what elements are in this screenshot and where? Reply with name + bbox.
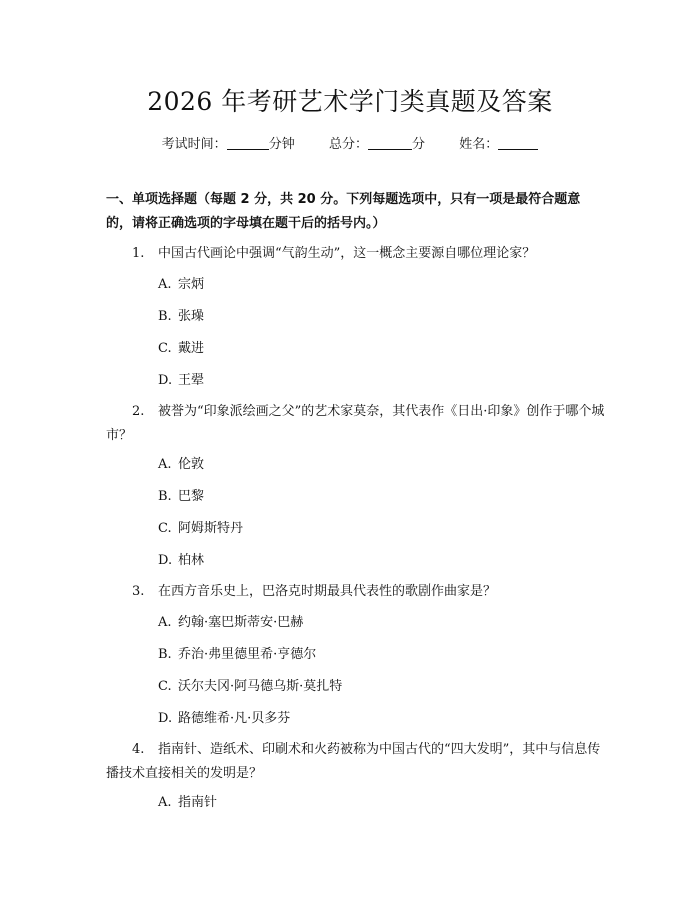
option-text: 宗炳 [178,277,205,292]
option-3c[interactable] [158,678,342,696]
option-letter: A. [158,277,172,292]
option-letter: B. [158,309,172,324]
option-1d[interactable] [158,372,204,390]
name-blank[interactable] [498,136,538,150]
option-letter: B. [158,647,172,662]
question-text: 在西方音乐史上，巴洛克时期最具代表性的歌剧作曲家是？ [158,584,497,599]
exam-meta [0,133,700,152]
time-blank[interactable] [227,136,269,150]
question-2 [106,400,606,448]
option-letter: C. [158,341,172,356]
option-2b[interactable] [158,488,204,506]
section-heading: 一、单项选择题（每题 2 分，共 20 分。下列每题选项中，只有一项是最符合题意的，请将正确选项的字母填在题干后的括号内。） [106,192,581,231]
option-text: 沃尔夫冈·阿马德乌斯·莫扎特 [178,679,343,694]
question-text: 指南针、造纸术、印刷术和火药被称为中国古代的“四大发明”，其中与信息传播技术直接相关的发明是？ [106,742,601,781]
option-text: 伦敦 [178,457,205,472]
question-3 [106,580,606,604]
score-blank[interactable] [368,136,412,150]
option-text: 乔治·弗里德里希·亨德尔 [178,647,317,662]
option-letter: D. [158,711,173,726]
option-1a[interactable] [158,276,204,294]
option-letter: A. [158,457,172,472]
option-text: 路德维希·凡·贝多芬 [178,711,291,726]
option-text: 指南针 [178,795,218,810]
option-letter: C. [158,679,172,694]
option-1b[interactable] [158,308,204,326]
time-label: 考试时间： [161,137,227,152]
option-letter: D. [158,553,173,568]
question-text: 被誉为“印象派绘画之父”的艺术家莫奈，其代表作《日出·印象》创作于哪个城市？ [106,404,605,443]
option-text: 阿姆斯特丹 [178,521,244,536]
option-text: 王翚 [178,373,205,388]
option-text: 张璪 [178,309,205,324]
score-label: 总分： [328,137,368,152]
question-number: 4. [132,742,145,757]
option-3b[interactable] [158,646,316,664]
option-text: 柏林 [178,553,205,568]
option-letter: A. [158,615,172,630]
question-1 [106,242,606,266]
time-unit: 分钟 [268,137,295,152]
option-2a[interactable] [158,456,204,474]
option-text: 巴黎 [178,489,205,504]
option-3a[interactable] [158,614,303,632]
score-unit: 分 [412,137,426,152]
name-label: 姓名： [459,137,499,152]
option-text: 戴进 [178,341,205,356]
page-title: 2026 年考研艺术学门类真题及答案 [147,87,553,116]
option-3d[interactable] [158,710,290,728]
question-number: 1. [132,246,145,261]
option-4a[interactable] [158,794,217,812]
option-letter: D. [158,373,173,388]
option-letter: B. [158,489,172,504]
option-2c[interactable] [158,520,243,538]
question-number: 3. [132,584,145,599]
question-4 [106,738,606,786]
question-number: 2. [132,404,145,419]
option-2d[interactable] [158,552,204,570]
option-letter: C. [158,521,172,536]
option-letter: A. [158,795,172,810]
option-text: 约翰·塞巴斯蒂安·巴赫 [178,615,304,630]
question-text: 中国古代画论中强调“气韵生动”，这一概念主要源自哪位理论家？ [158,246,536,261]
option-1c[interactable] [158,340,204,358]
